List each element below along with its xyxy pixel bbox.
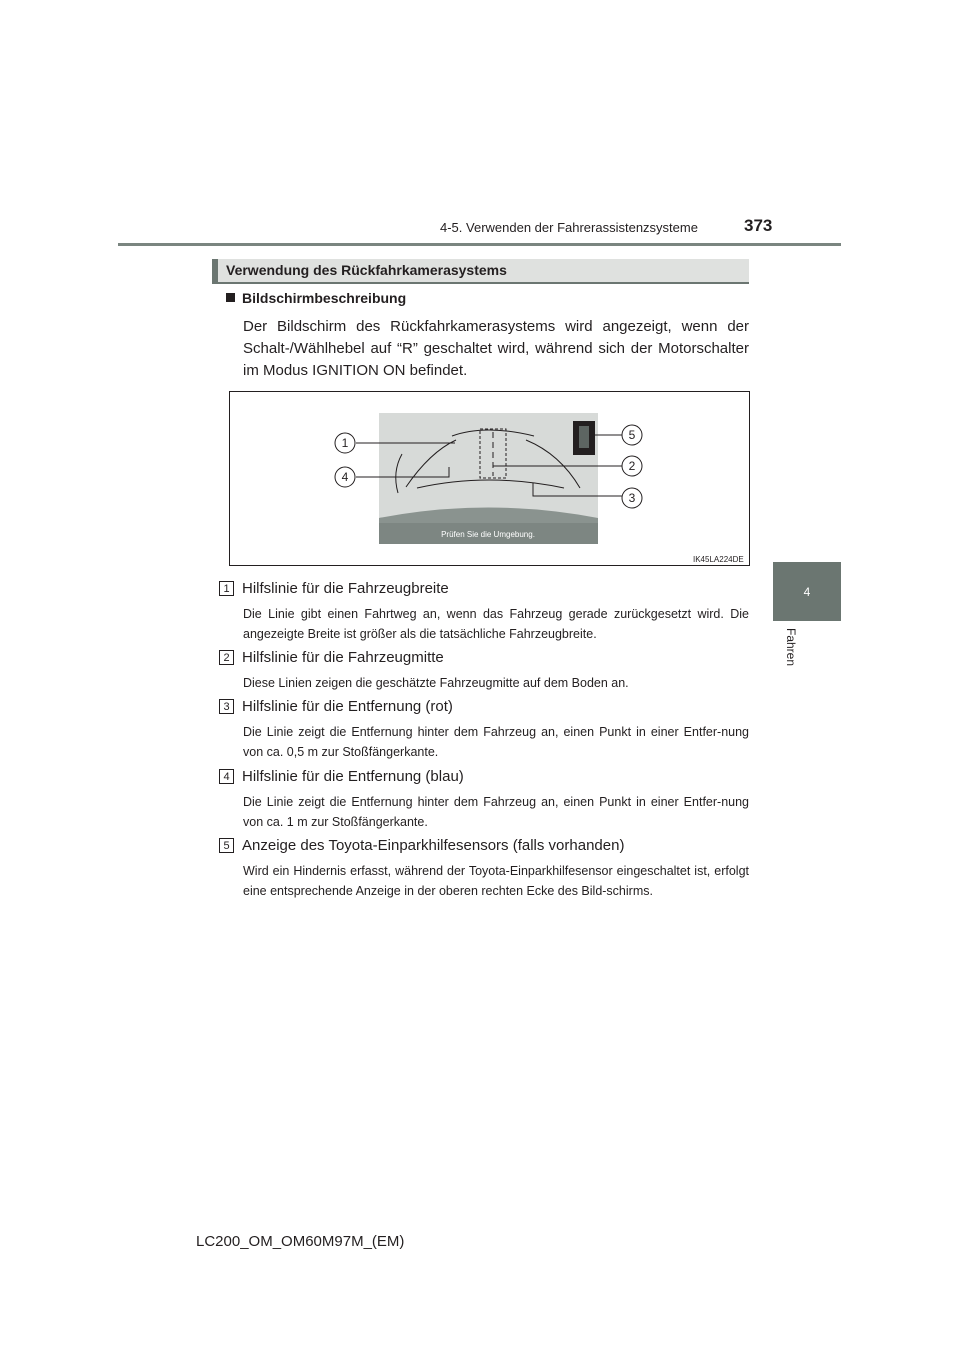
camera-screen-figure — [229, 391, 750, 566]
callout-3-label: 3 — [628, 491, 636, 505]
item-4-number: 4 — [219, 769, 234, 784]
section-heading: Verwendung des Rückfahrkamerasystems — [226, 262, 507, 278]
callout-3 — [622, 488, 642, 508]
intro-paragraph: Der Bildschirm des Rückfahrkamerasystems wird angezeigt, wenn der Schalt-/Wählhebel auf “R” geschaltet wird, während sich der Motorschalter im Modus IGNITION ON befindet. — [243, 318, 749, 379]
item-2-description: Diese Linien zeigen die geschätzte Fahrzeugmitte auf dem Boden an. — [243, 676, 629, 690]
header-divider — [118, 243, 841, 246]
callout-4 — [335, 467, 355, 487]
chapter-tab-label — [778, 628, 808, 678]
item-5-title: Anzeige des Toyota-Einparkhilfesensors (falls vorhanden) — [242, 837, 625, 854]
callout-2 — [622, 456, 642, 476]
chapter-tab — [773, 562, 841, 621]
chapter-tab-label-text: Fahren — [784, 628, 798, 667]
chapter-tab-number: 4 — [803, 584, 811, 599]
item-4-description: Die Linie zeigt die Entfernung hinter dem Fahrzeug an, einen Punkt in einer Entfer-nung von ca. 1 m zur Stoßfängerkante. — [243, 795, 749, 829]
screen-message: Prüfen Sie die Umgebung. — [441, 530, 535, 539]
square-bullet-icon — [226, 293, 235, 302]
figure-code: IK45LA224DE — [693, 555, 744, 564]
section-heading-accent — [212, 259, 218, 284]
item-5-number: 5 — [219, 838, 234, 853]
callout-2-label: 2 — [628, 459, 636, 473]
callout-1 — [335, 433, 355, 453]
subheading — [226, 290, 406, 306]
item-3-number: 3 — [219, 699, 234, 714]
callout-1-label: 1 — [341, 436, 349, 450]
callout-5 — [622, 425, 642, 445]
item-2-number: 2 — [219, 650, 234, 665]
item-5-description: Wird ein Hindernis erfasst, während der Toyota-Einparkhilfesensor eingeschaltet ist, erfolgt eine entsprechende Anzeige in der oberen rechten Ecke des Bild-schirms. — [243, 864, 749, 898]
callout-4-label: 4 — [341, 470, 349, 484]
footer-document-code: LC200_OM_OM60M97M_(EM) — [196, 1233, 405, 1250]
item-3-description: Die Linie zeigt die Entfernung hinter dem Fahrzeug an, einen Punkt in einer Entfer-nung von ca. 0,5 m zur Stoßfängerkante. — [243, 725, 749, 759]
item-1-number: 1 — [219, 581, 234, 596]
item-1-description: Die Linie gibt einen Fahrtweg an, wenn das Fahrzeug gerade zurückgesetzt wird. Die angezeigte Breite ist größer als die tatsächliche Fahrzeugbreite. — [243, 607, 749, 641]
callout-5-label: 5 — [628, 428, 636, 442]
subheading-text: Bildschirmbeschreibung — [242, 290, 407, 306]
page-number: 373 — [744, 216, 773, 235]
sensor-vehicle-icon — [579, 426, 589, 448]
section-heading-bar — [212, 259, 749, 284]
item-1-title: Hilfslinie für die Fahrzeugbreite — [242, 580, 449, 597]
item-3-title: Hilfslinie für die Entfernung (rot) — [242, 698, 453, 715]
rear-camera-illustration — [230, 392, 749, 565]
item-4-title: Hilfslinie für die Entfernung (blau) — [242, 768, 464, 785]
header-section-title: 4-5. Verwenden der Fahrerassistenzsysteme — [440, 220, 698, 235]
item-2-title: Hilfslinie für die Fahrzeugmitte — [242, 649, 444, 666]
